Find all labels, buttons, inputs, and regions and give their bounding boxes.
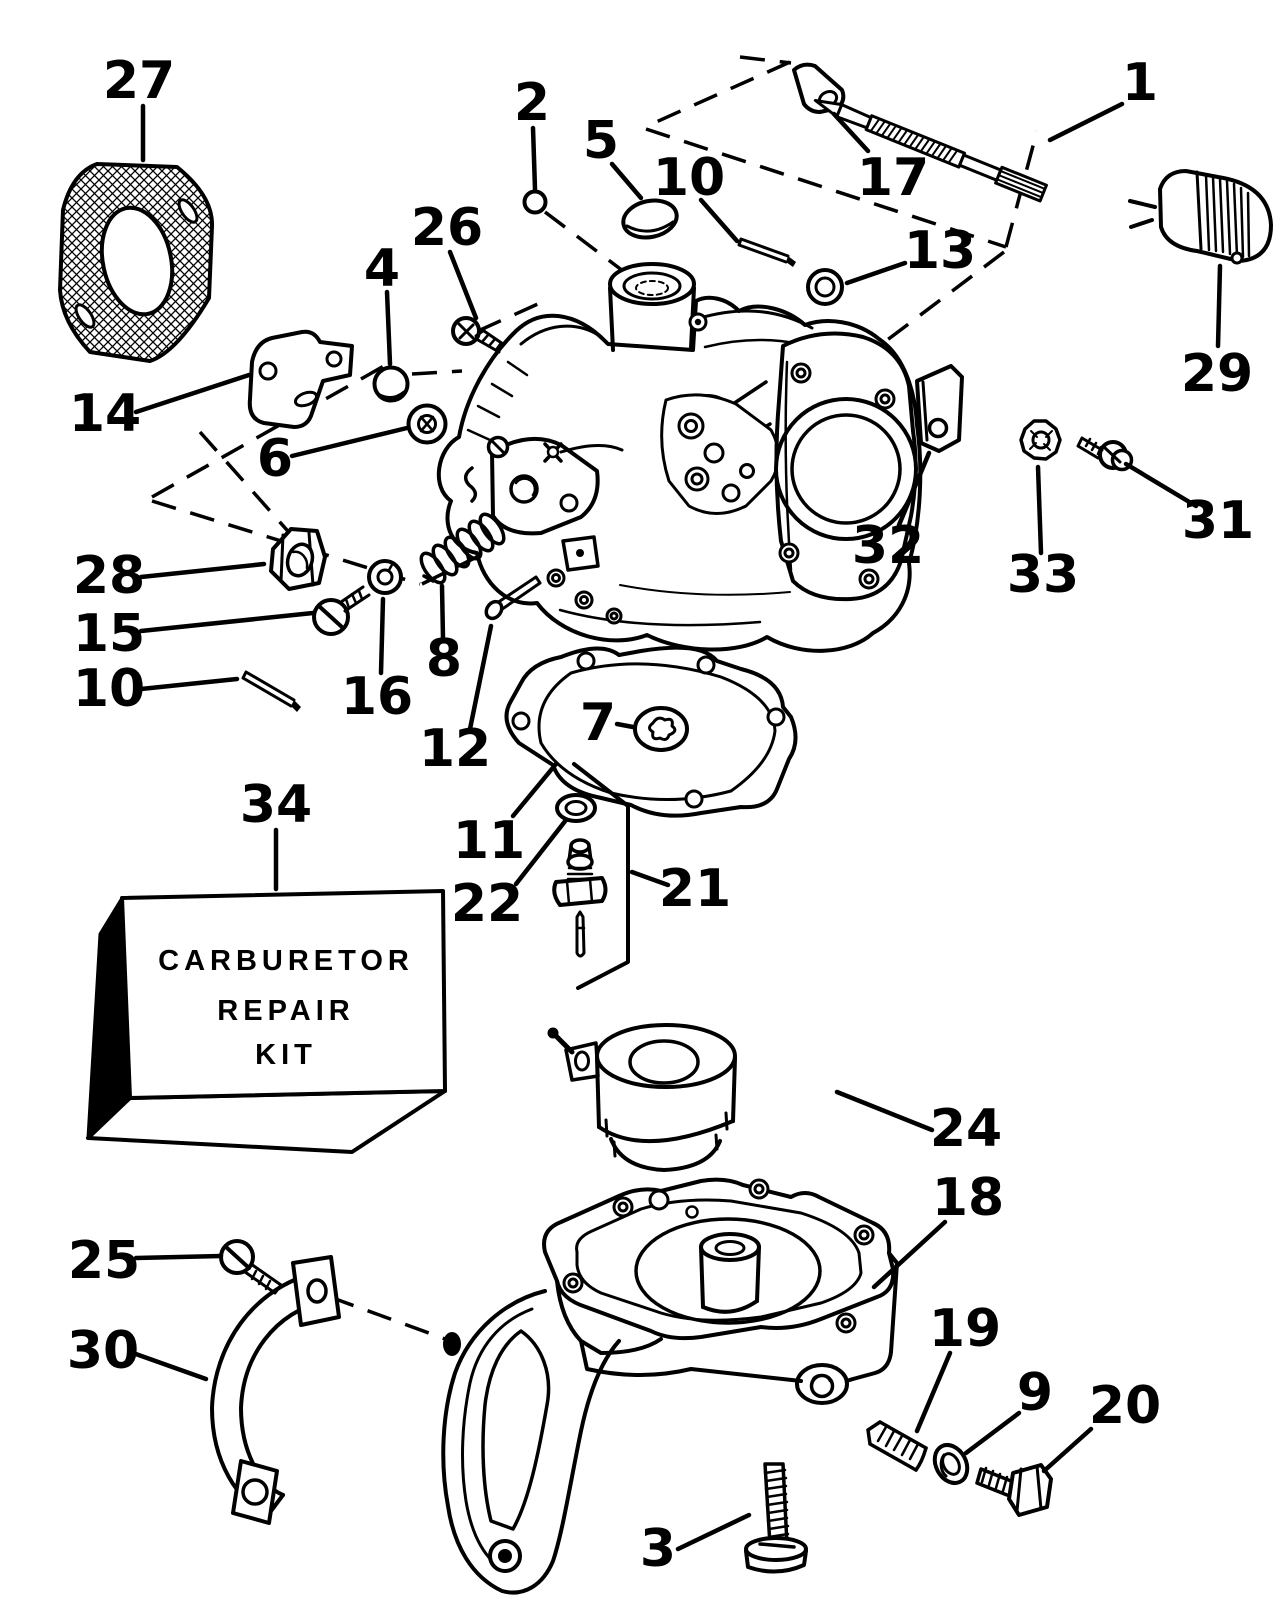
clamp-screw xyxy=(221,1241,281,1293)
adjustment-knob xyxy=(1130,171,1271,263)
part-label-2: 2 xyxy=(513,73,551,133)
inlet-needle xyxy=(577,912,584,956)
part-label-31: 31 xyxy=(1181,491,1255,551)
part-label-15: 15 xyxy=(72,604,146,664)
leader-12 xyxy=(470,626,491,729)
leader-2 xyxy=(533,128,535,189)
leader-11 xyxy=(513,764,556,816)
seat-washer xyxy=(557,795,595,821)
guide-line-1 xyxy=(740,57,791,63)
guide-line-13 xyxy=(330,1297,448,1340)
part-label-22: 22 xyxy=(450,874,524,934)
mount-gasket xyxy=(60,164,212,361)
leader-10b xyxy=(141,679,237,689)
leader-3 xyxy=(678,1515,749,1549)
needle-valve-shaft xyxy=(812,93,1046,201)
cable-clamp xyxy=(212,1257,339,1523)
part-label-12: 12 xyxy=(418,719,492,779)
cam-follower-bracket xyxy=(250,332,352,427)
leader-1 xyxy=(1050,104,1122,140)
shaft-washer-13 xyxy=(808,270,842,304)
leader-30 xyxy=(133,1353,206,1379)
part-label-25: 25 xyxy=(67,1231,141,1291)
part-label-26: 26 xyxy=(410,198,484,258)
star-washer xyxy=(1021,421,1060,459)
part-label-20: 20 xyxy=(1088,1376,1162,1436)
lever-screw xyxy=(314,587,369,634)
part-label-33: 33 xyxy=(1006,545,1080,605)
part-label-28: 28 xyxy=(72,546,146,606)
kit-box-line-1: CARBURETOR xyxy=(158,945,414,977)
lock-washer-6 xyxy=(409,406,446,443)
part-label-4: 4 xyxy=(363,239,401,299)
part-label-19: 19 xyxy=(928,1299,1002,1359)
diaphragm-gasket xyxy=(507,648,796,816)
part-label-24: 24 xyxy=(929,1099,1003,1159)
inlet-seat xyxy=(554,840,605,905)
part-label-34: 34 xyxy=(239,775,313,835)
check-ball xyxy=(525,192,546,213)
part-label-3: 3 xyxy=(639,1519,677,1579)
leader-16 xyxy=(381,599,383,673)
leader-19 xyxy=(917,1353,950,1431)
hex-bolt xyxy=(977,1465,1051,1515)
leader-4 xyxy=(387,292,390,364)
tab-screw xyxy=(1078,438,1132,470)
part-label-1: 1 xyxy=(1121,53,1159,113)
leader-15 xyxy=(141,613,313,631)
leader-26 xyxy=(450,252,476,318)
packing-nut xyxy=(271,529,325,589)
roll-pin-upper xyxy=(739,239,796,267)
part-label-27: 27 xyxy=(102,51,176,111)
leader-14 xyxy=(136,375,249,412)
drain-washer xyxy=(928,1439,973,1488)
part-label-32: 32 xyxy=(851,516,925,576)
leader-9 xyxy=(966,1413,1019,1453)
part-label-14: 14 xyxy=(68,384,142,444)
part-label-17: 17 xyxy=(856,148,930,208)
leader-29 xyxy=(1218,266,1220,346)
part-label-6: 6 xyxy=(256,429,294,489)
guide-line-2 xyxy=(645,62,790,127)
needle-seat-kit xyxy=(554,764,628,988)
leader-20 xyxy=(1044,1429,1091,1471)
washer-16 xyxy=(369,561,401,593)
part-label-8: 8 xyxy=(425,629,463,689)
welch-plug xyxy=(375,368,408,401)
leader-24 xyxy=(837,1092,932,1130)
part-label-30: 30 xyxy=(66,1321,140,1381)
kit-box-line-2: REPAIR xyxy=(217,995,355,1027)
part-label-10b: 10 xyxy=(72,659,146,719)
leader-6 xyxy=(292,428,407,456)
anchor-tab xyxy=(917,366,962,451)
leader-28 xyxy=(141,564,264,577)
guide-line-8 xyxy=(412,371,462,374)
roll-pin-lower xyxy=(243,672,301,712)
part-label-18: 18 xyxy=(931,1168,1005,1228)
part-label-10a: 10 xyxy=(652,148,726,208)
part-label-13: 13 xyxy=(903,221,977,281)
leader-25 xyxy=(136,1256,221,1258)
leader-13 xyxy=(847,263,905,283)
leader-7 xyxy=(617,724,633,727)
leader-33 xyxy=(1038,467,1041,553)
part-label-5: 5 xyxy=(582,111,620,171)
bowl-screw xyxy=(746,1464,806,1572)
part-label-9: 9 xyxy=(1016,1363,1054,1423)
guide-line-6 xyxy=(545,212,623,271)
part-label-7: 7 xyxy=(579,693,617,753)
repair-kit-box xyxy=(88,891,445,1152)
kit-box-line-3: KIT xyxy=(255,1039,317,1071)
part-label-21: 21 xyxy=(658,859,732,919)
part-label-11: 11 xyxy=(452,811,526,871)
fuel-inlet-funnel xyxy=(610,264,706,350)
float xyxy=(548,1025,736,1170)
part-label-16: 16 xyxy=(340,667,414,727)
diaphragm-button xyxy=(635,708,687,750)
part-label-29: 29 xyxy=(1180,344,1254,404)
